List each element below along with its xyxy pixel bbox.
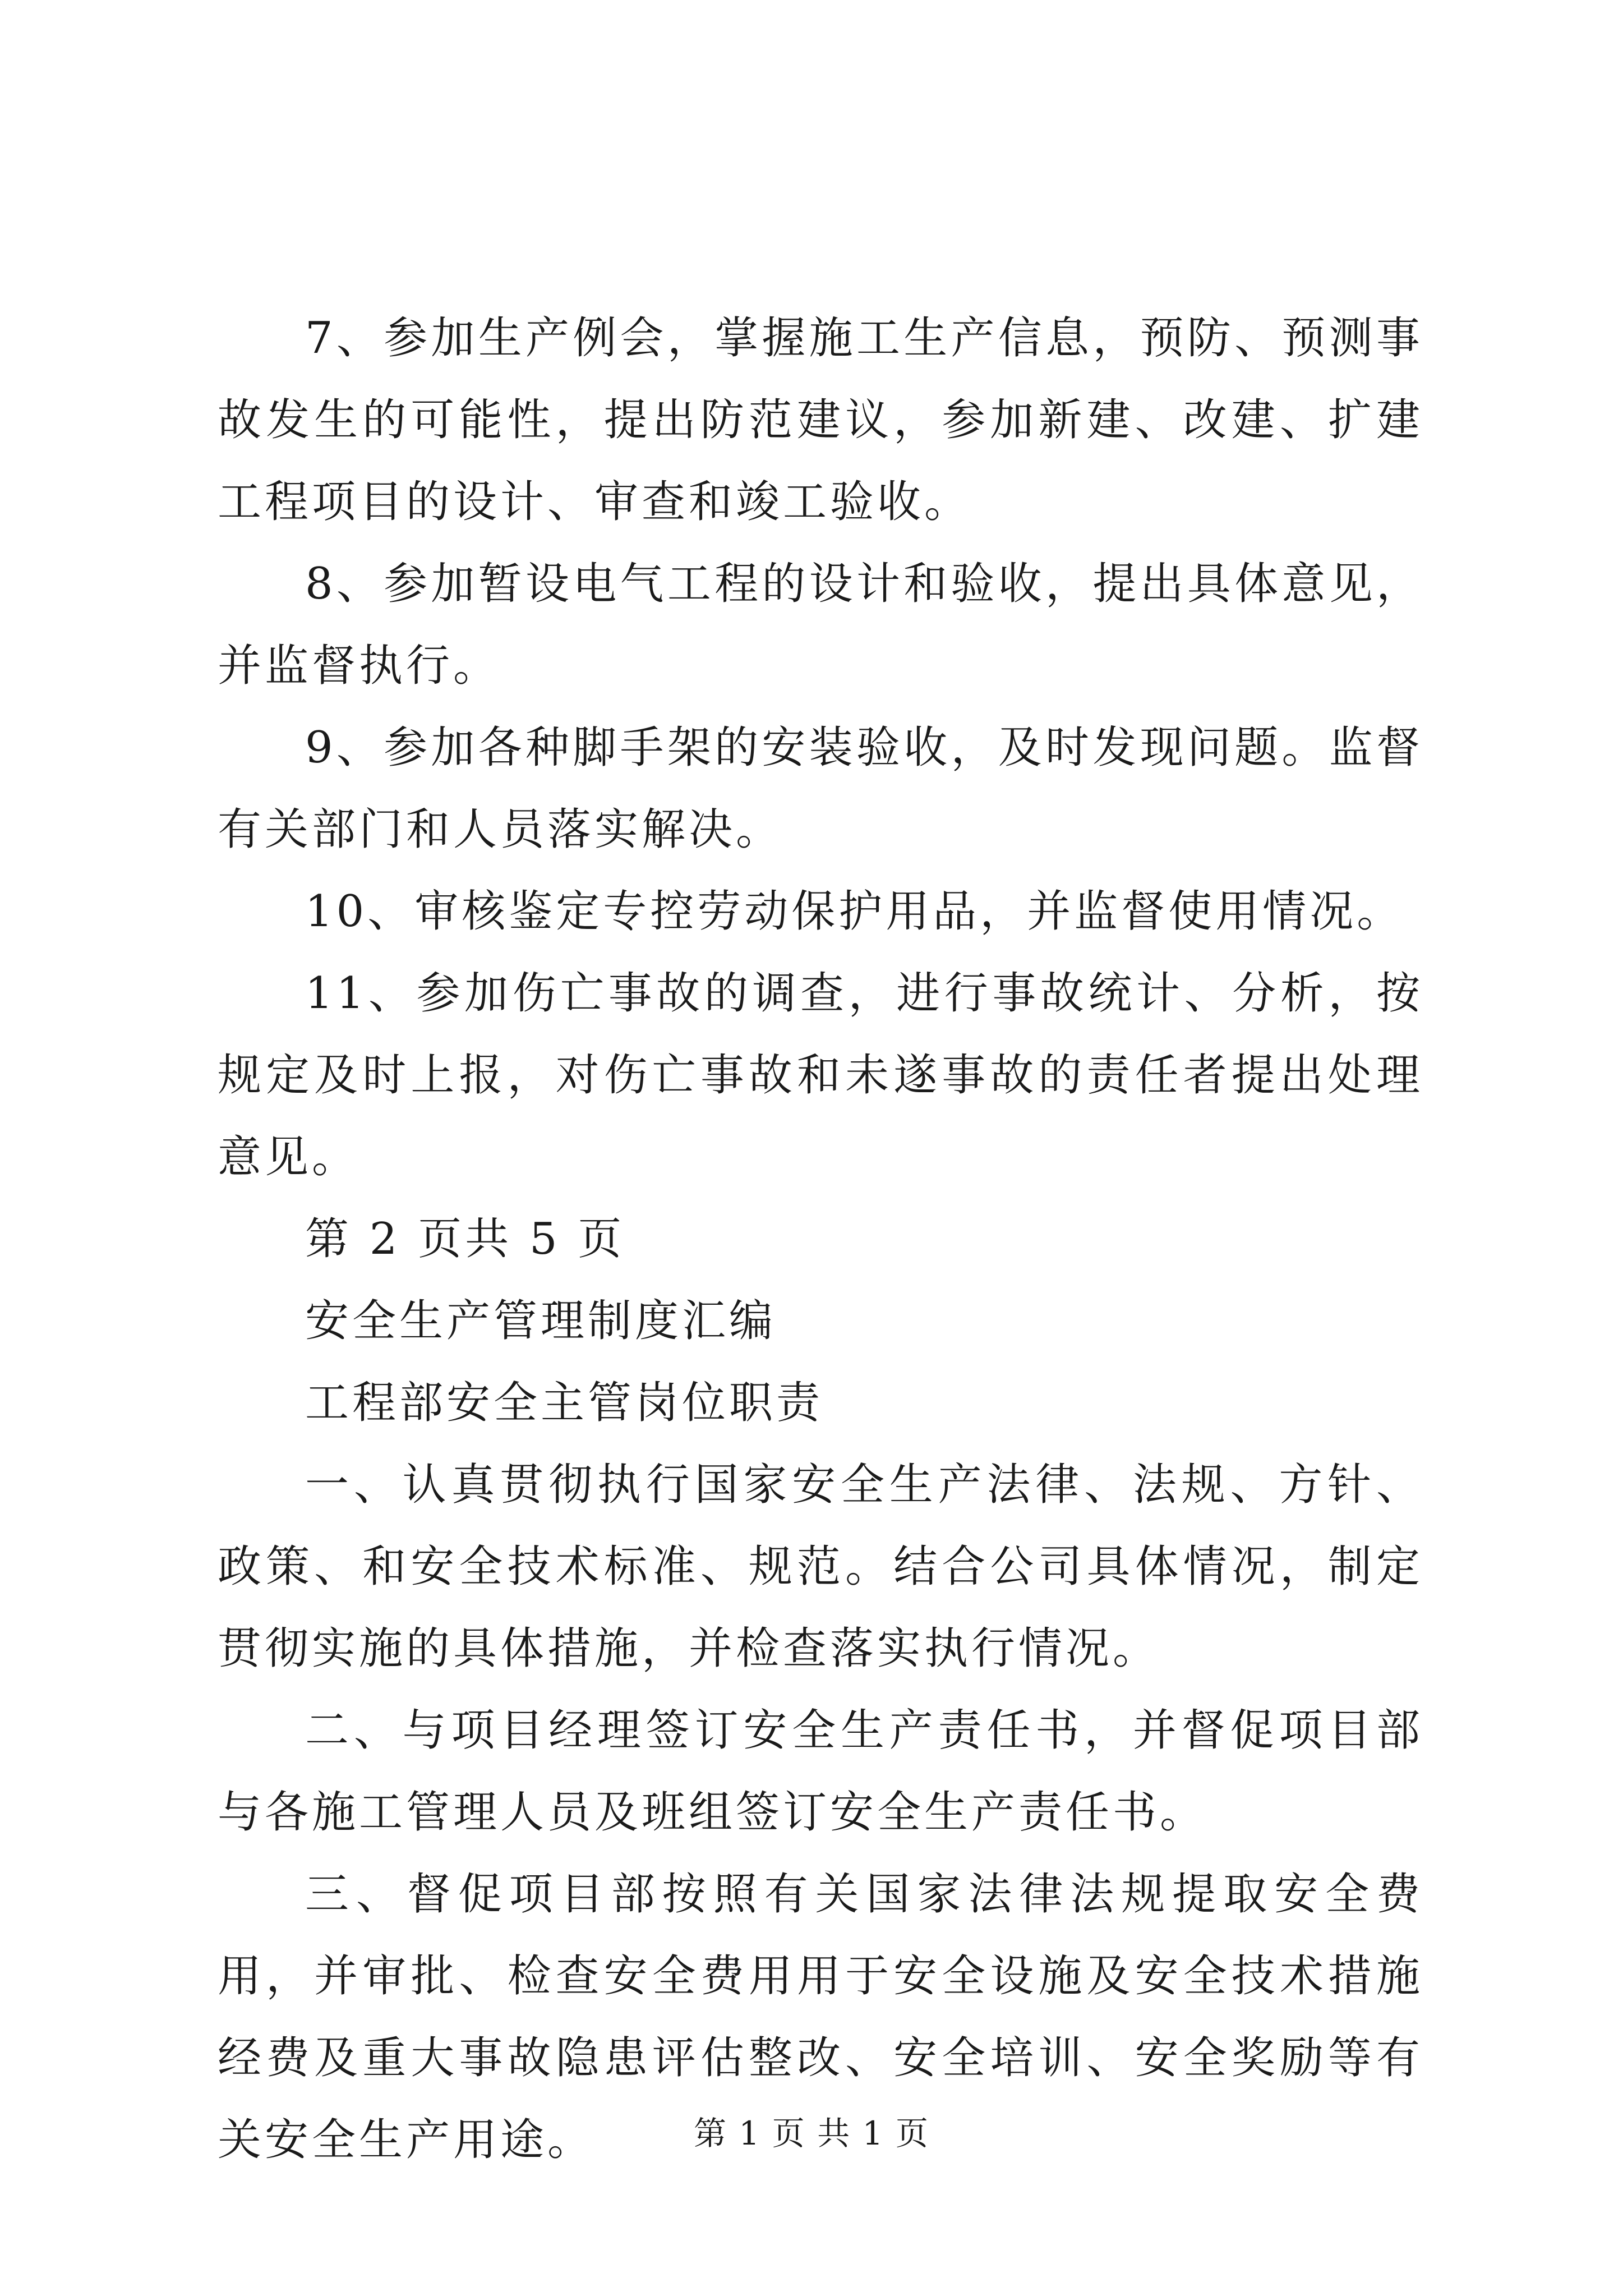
inline-page-number: 第 2 页共 5 页 xyxy=(305,1214,625,1264)
paragraph-item-11: 11、参加伤亡事故的调查，进行事故统计、分析，按规定及时上报，对伤亡事故和未遂事故的责任者提出处理意见。 xyxy=(218,968,1423,1182)
page-footer: 第 1 页 共 1 页 xyxy=(694,2114,929,2152)
duty-item-2: 二、与项目经理签订安全生产责任书，并督促项目部与各施工管理人员及班组签订安全生产责任书。 xyxy=(218,1705,1423,1838)
paragraph-item-7: 7、参加生产例会，掌握施工生产信息，预防、预测事故发生的可能性，提出防范建议，参加新建、改建、扩建工程项目的设计、审查和竣工验收。 xyxy=(218,313,1423,527)
duty-item-1: 一、认真贯彻执行国家安全生产法律、法规、方针、政策、和安全技术标准、规范。结合公司具体情况，制定贯彻实施的具体措施，并检查落实执行情况。 xyxy=(218,1460,1423,1674)
paragraph-item-9: 9、参加各种脚手架的安装验收，及时发现问题。监督有关部门和人员落实解决。 xyxy=(218,723,1423,855)
section-title: 工程部安全主管岗位职责 xyxy=(305,1378,824,1428)
document-body xyxy=(218,297,1423,2181)
duty-item-3: 三、督促项目部按照有关国家法律法规提取安全费用，并审批、检查安全费用用于安全设施及安全技术措施经费及重大事故隐患评估整改、安全培训、安全奖励等有关安全生产用途。 xyxy=(218,1869,1423,2165)
paragraph-item-8: 8、参加暂设电气工程的设计和验收，提出具体意见，并监督执行。 xyxy=(218,559,1423,691)
paragraph-item-10: 10、审核鉴定专控劳动保护用品，并监督使用情况。 xyxy=(305,886,1404,937)
section-collection-title: 安全生产管理制度汇编 xyxy=(305,1296,777,1346)
